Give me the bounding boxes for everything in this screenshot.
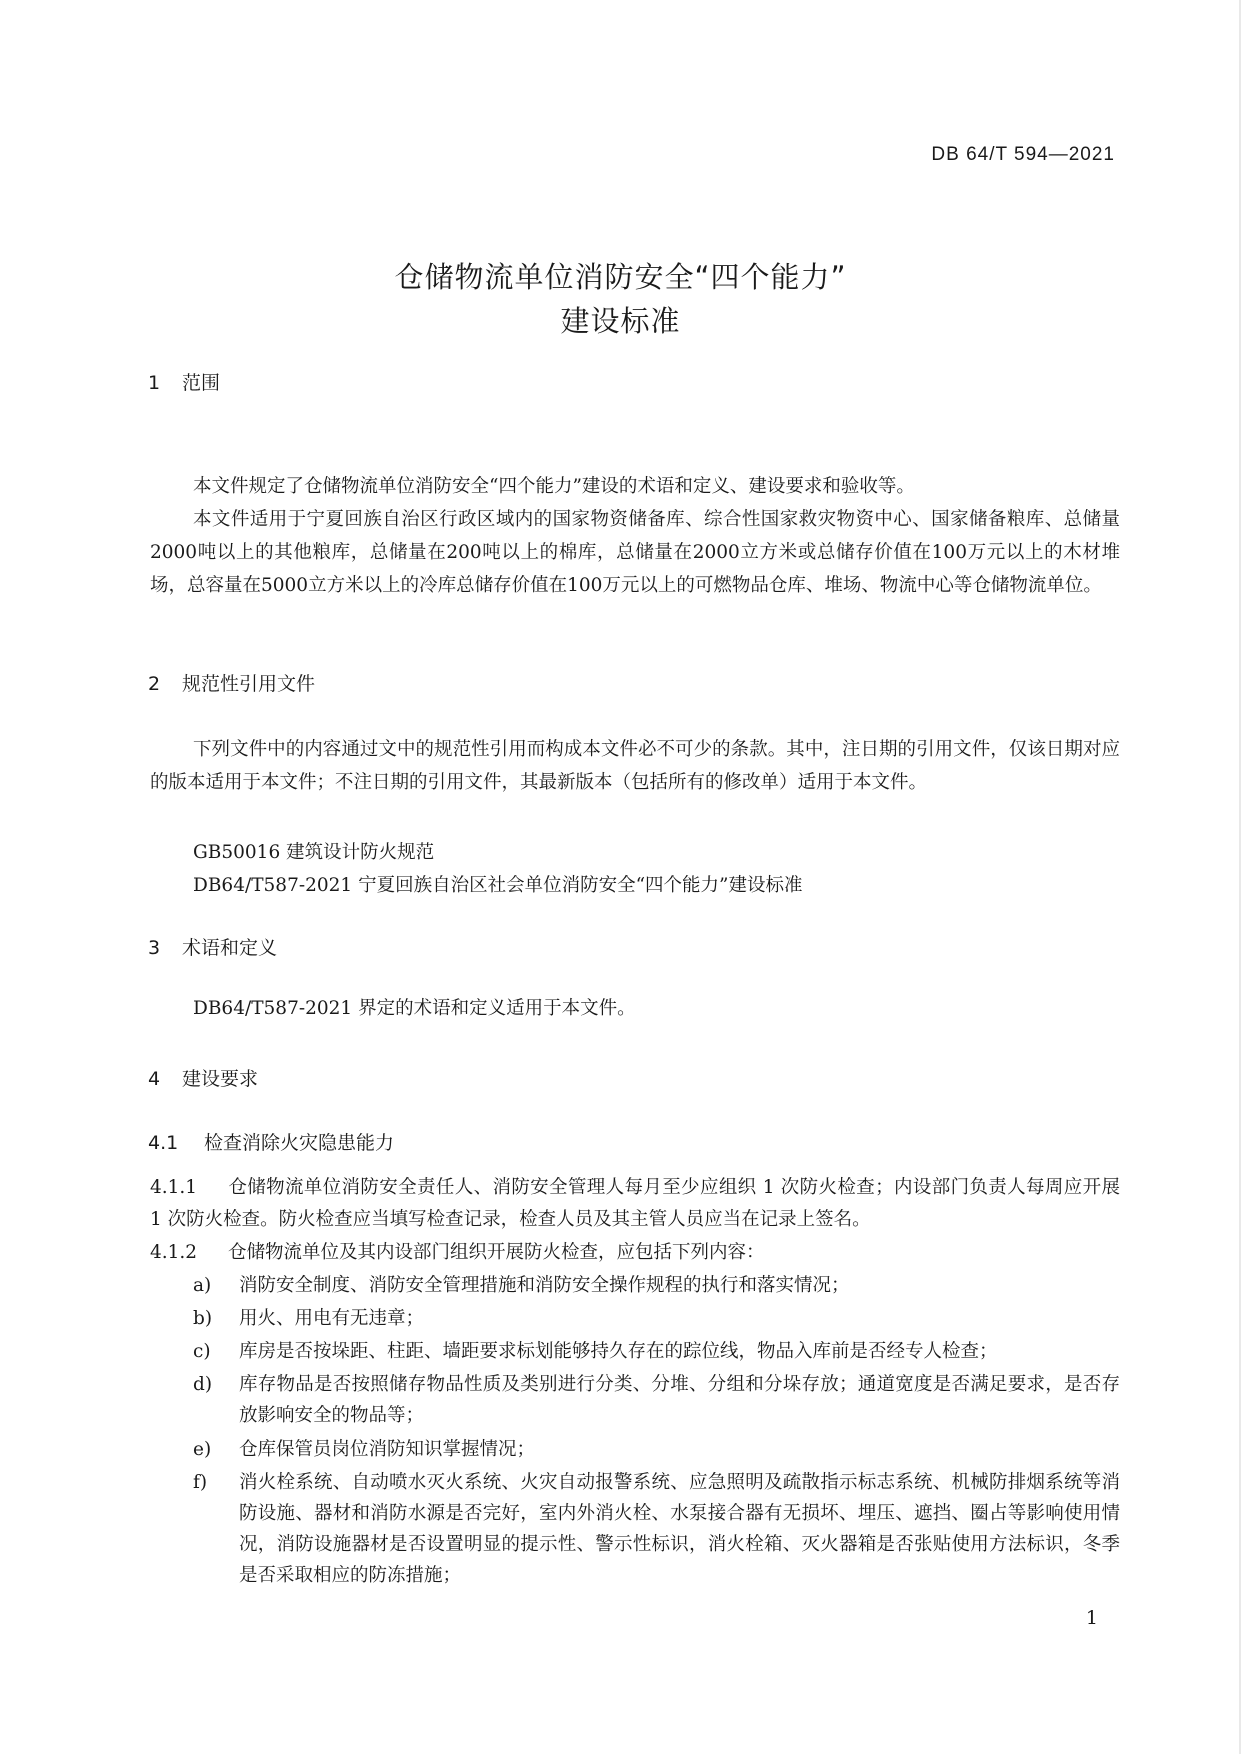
list-item-label: d) (193, 1374, 213, 1395)
list-item-text: 消防安全制度、消防安全管理措施和消防安全操作规程的执行和落实情况； (239, 1275, 850, 1296)
clause-text: 仓储物流单位及其内设部门组织开展防火检查，应包括下列内容： (228, 1242, 765, 1263)
list-item-text: 库房是否按垛距、柱距、墙距要求标划能够持久存在的踪位线，物品入库前是否经专人检查； (239, 1341, 998, 1362)
standard-code: DB 64/T 594—2021 (931, 144, 1115, 165)
section-2-paragraph: 下列文件中的内容通过文中的规范性引用而构成本文件必不可少的条款。其中，注日期的引用文件，仅该日期对应的版本适用于本文件；不注日期的引用文件，其最新版本（包括所有的修改单）适用于本文件。 (150, 739, 1120, 793)
section-title: 建设要求 (182, 1068, 259, 1090)
clause-4-1-2 (150, 1237, 1120, 1269)
section-1-heading (148, 368, 220, 395)
list-item-label: e) (193, 1439, 212, 1460)
list-item-label: c) (193, 1341, 211, 1362)
section-2-heading (148, 669, 315, 696)
section-number: 1 (148, 372, 161, 394)
section-title: 范围 (182, 372, 221, 394)
clause-number: 4.1.2 (150, 1242, 198, 1263)
list-item-text: 消火栓系统、自动喷水灭火系统、火灾自动报警系统、应急照明及疏散指示标志系统、机械防排烟系统等消防设施、器材和消防水源是否完好，室内外消火栓、水泵接合器有无损坏、埋压、遮挡、圈占等影响使用情况，消防设施器材是否设置明显的提示性、警示性标识，消火栓箱、灭火器箱是否张贴使用方法标识，冬季是否采取相应的防冻措施； (239, 1472, 1120, 1586)
document-title-line1: 仓储物流单位消防安全“四个能力” (394, 260, 847, 294)
list-item-text: 用火、用电有无违章； (239, 1308, 425, 1329)
list-item-d (193, 1369, 1120, 1431)
section-1-paragraph-1: 本文件规定了仓储物流单位消防安全“四个能力”建设的术语和定义、建设要求和验收等。 (193, 476, 915, 497)
clause-4-1-1 (150, 1172, 1120, 1236)
section-4-heading (148, 1064, 258, 1091)
document-title-line2: 建设标准 (560, 304, 681, 338)
section-title: 术语和定义 (182, 937, 278, 959)
normative-reference-2: DB64/T587-2021 宁夏回族自治区社会单位消防安全“四个能力”建设标准 (193, 875, 803, 896)
section-number: 3 (148, 937, 161, 959)
section-1-paragraph-2: 本文件适用于宁夏回族自治区行政区域内的国家物资储备库、综合性国家救灾物资中心、国家储备粮库、总储量2000吨以上的其他粮库，总储量在200吨以上的棉库，总储量在2000立方米或总储存价值在100万元以上的木材堆场，总容量在5000立方米以上的冷库总储存价值在100万元以上的可燃物品仓库、堆场、物流中心等仓储物流单位。 (150, 509, 1120, 596)
clause-number: 4.1.1 (150, 1177, 198, 1198)
section-3-heading (148, 933, 277, 960)
subsection-title: 检查消除火灾隐患能力 (204, 1132, 395, 1154)
list-item-text: 仓库保管员岗位消防知识掌握情况； (239, 1439, 536, 1460)
subsection-number: 4.1 (148, 1132, 179, 1154)
list-item-label: b) (193, 1308, 213, 1329)
list-item-label: f) (193, 1472, 208, 1493)
list-item-label: a) (193, 1275, 212, 1296)
section-number: 2 (148, 673, 161, 695)
subsection-4-1-heading (148, 1128, 394, 1155)
normative-reference-1: GB50016 建筑设计防火规范 (193, 842, 435, 863)
section-number: 4 (148, 1068, 161, 1090)
section-title: 规范性引用文件 (182, 673, 316, 695)
section-3-paragraph: DB64/T587-2021 界定的术语和定义适用于本文件。 (193, 998, 636, 1019)
list-item-a (193, 1270, 1120, 1301)
list-item-c (193, 1336, 1120, 1367)
clause-text: 仓储物流单位消防安全责任人、消防安全管理人每月至少应组织 1 次防火检查；内设部门负责人每周应开展 1 次防火检查。防火检查应当填写检查记录，检查人员及其主管人员应当在记录上签名。 (150, 1177, 1120, 1230)
list-item-e (193, 1434, 1120, 1465)
list-item-b (193, 1303, 1120, 1334)
page-number: 1 (1085, 1607, 1098, 1629)
list-item-text: 库存物品是否按照储存物品性质及类别进行分类、分堆、分组和分垛存放；通道宽度是否满足要求，是否存放影响安全的物品等； (239, 1374, 1120, 1426)
list-item-f (193, 1467, 1120, 1591)
